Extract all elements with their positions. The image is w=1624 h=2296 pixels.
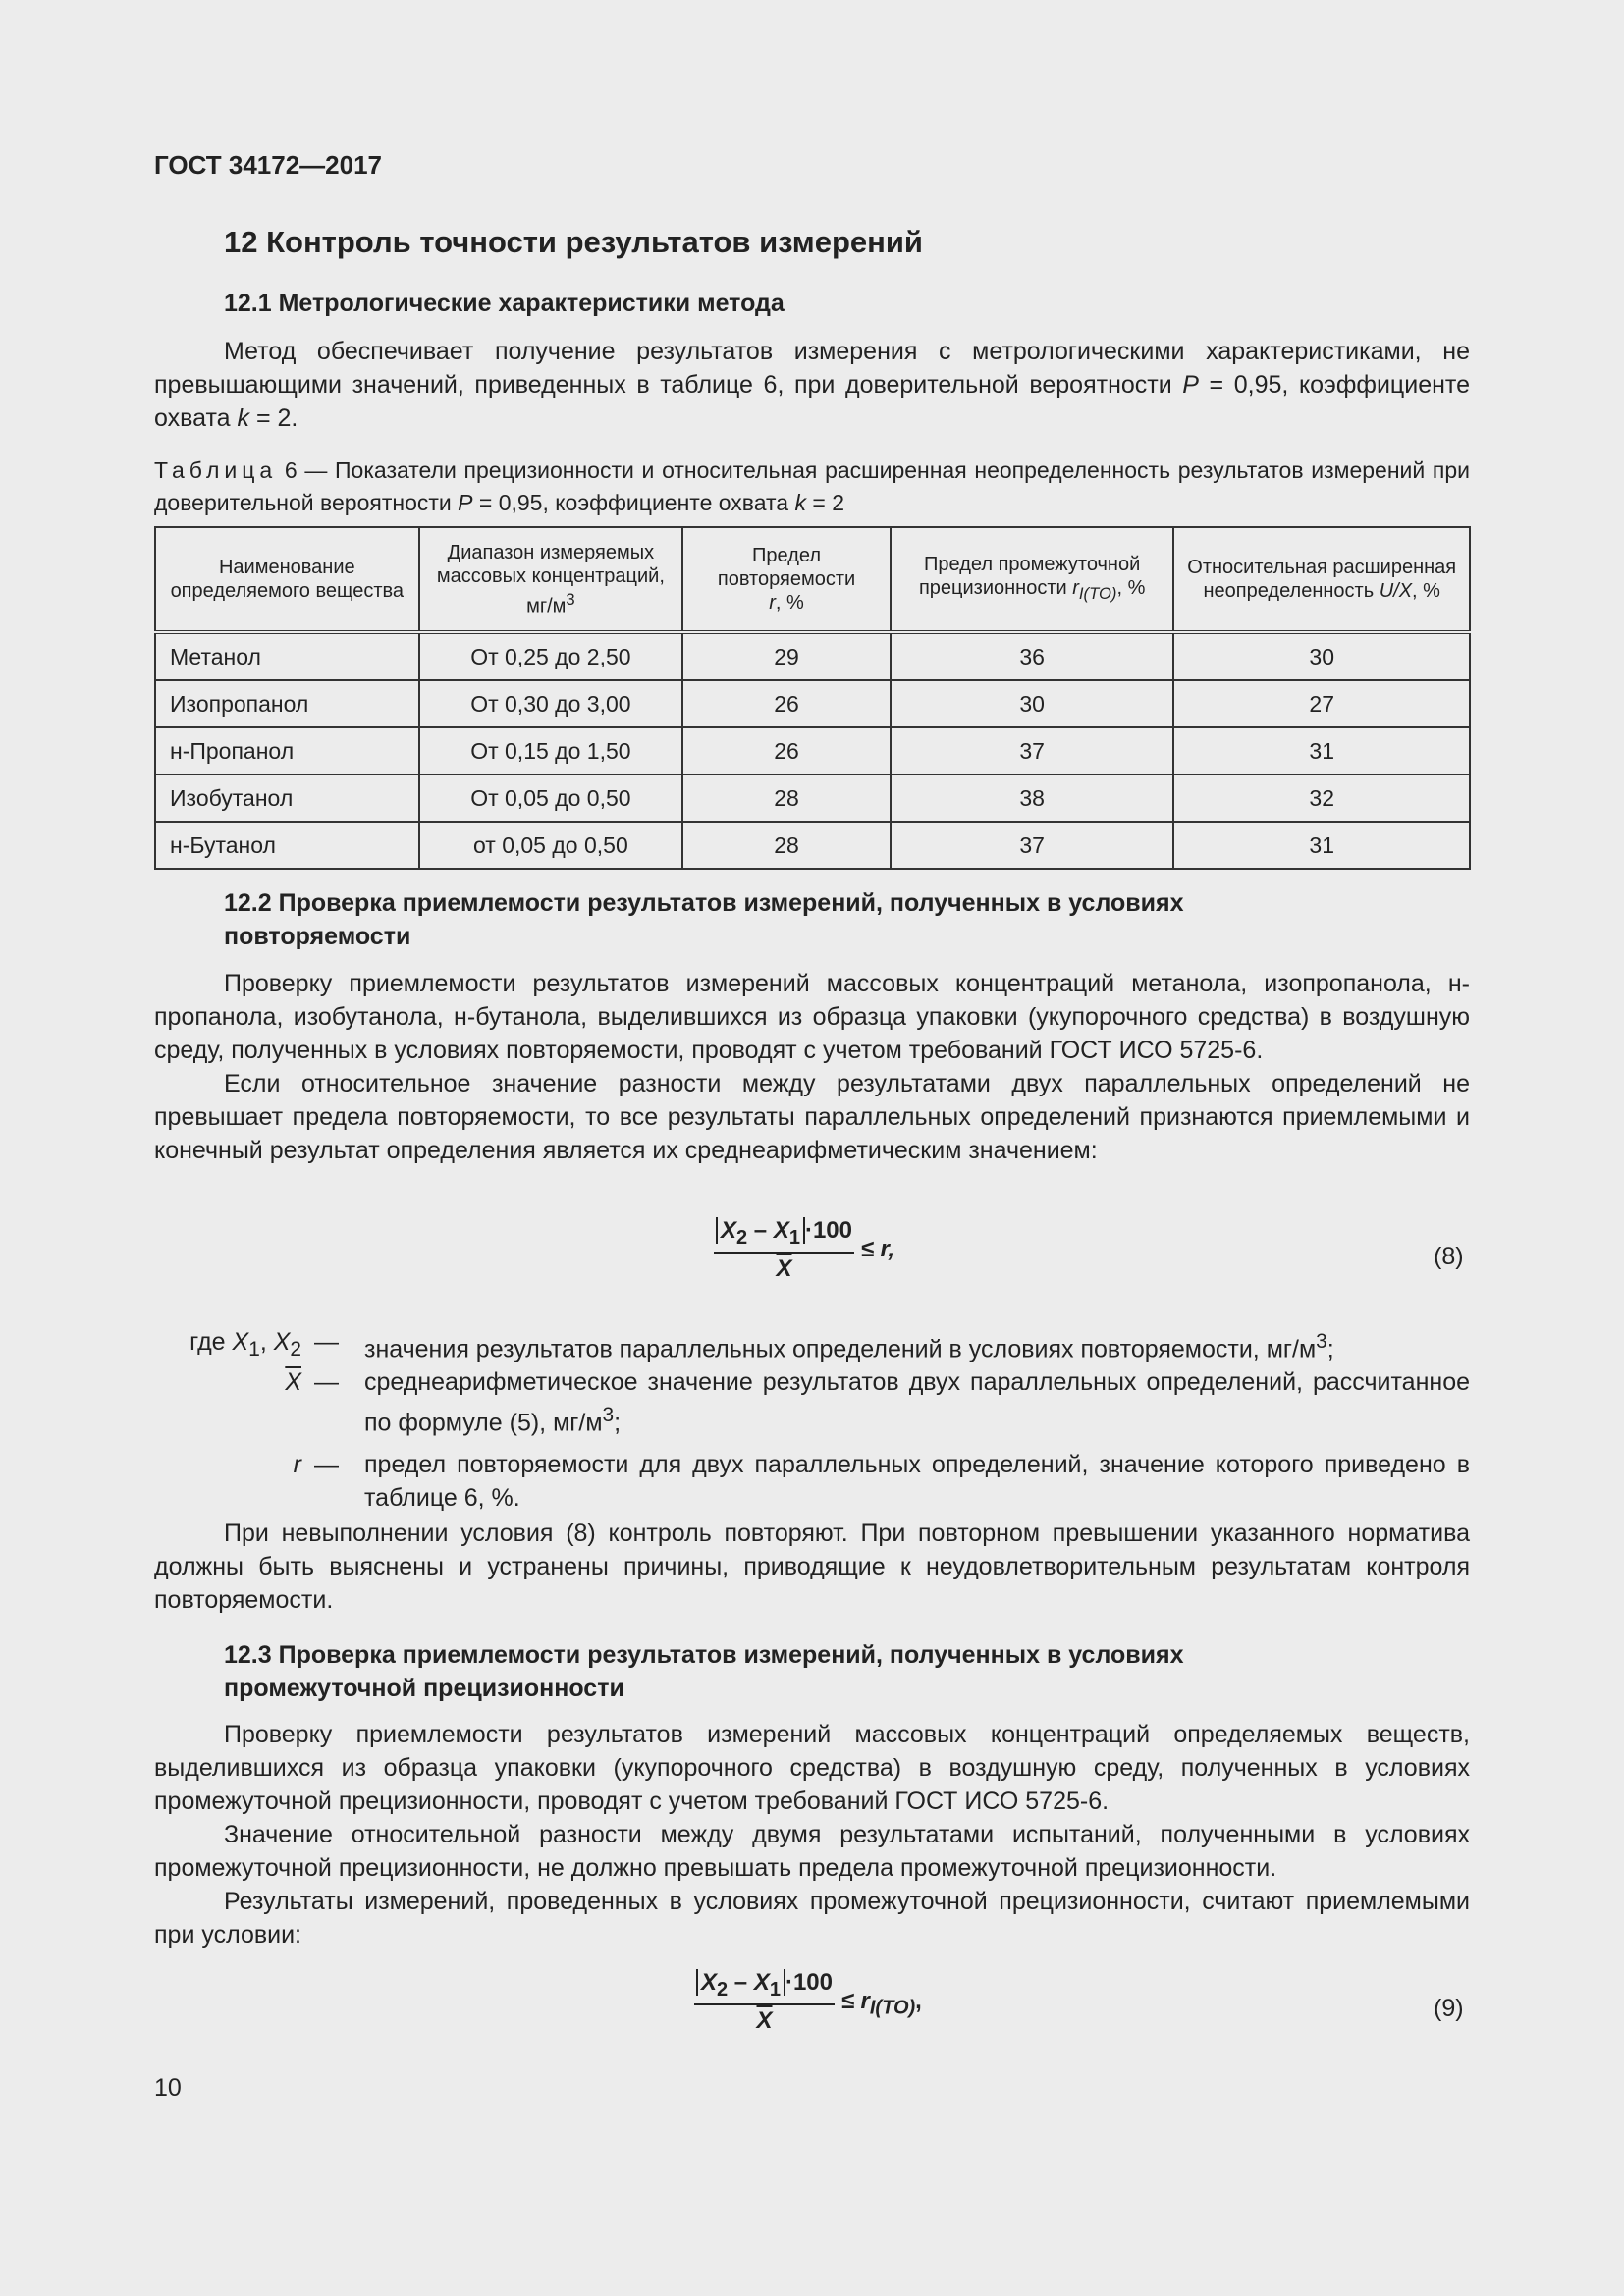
var-r: r [769,592,776,614]
text: 6 — Показатели прецизионности и относительная расширенная неопределенность результатов измерений при доверительной вероятности [154,457,1470,515]
text: Диапазон измеряемых массовых концентраций, мг/м [436,541,665,617]
cell-name: н-Пропанол [155,727,419,774]
var-p: P [458,490,473,515]
var-x2: X [721,1217,737,1244]
sub: 1 [788,1226,800,1249]
table-caption [154,454,1470,519]
sub: 2 [290,1338,301,1361]
text: значения результатов параллельных определений в условиях повторяемости, мг/м [364,1335,1317,1363]
var-ux: U/X [1379,580,1413,602]
cell-ux: 31 [1173,822,1470,869]
header-uncertainty [1173,527,1470,632]
numerator [714,1217,854,1254]
var-xbar: X [776,1255,792,1282]
times: ·100 [804,1217,853,1244]
where-row [154,1448,1470,1515]
page-number: 10 [154,2074,182,2102]
document-number: ГОСТ 34172—2017 [154,150,382,180]
text: , % [775,592,804,614]
sup: 3 [566,589,575,609]
cell-ux: 31 [1173,727,1470,774]
title-line: повторяемости [224,923,411,950]
cell-range: От 0,30 до 3,00 [419,680,683,727]
fraction [714,1217,854,1283]
comma: , [915,1987,922,2014]
table-header-row [155,527,1470,632]
where-block [154,1325,1470,1515]
cell-range: От 0,15 до 1,50 [419,727,683,774]
fraction [694,1969,835,2035]
var-k: k [794,490,806,515]
text: , % [1412,580,1440,602]
subsection-12-3-title [224,1638,1184,1705]
where-label: где [189,1328,233,1356]
header-repeatability [682,527,891,632]
sub: 1 [248,1338,260,1361]
text: Метод обеспечивает получение результатов измерения с метрологическими характеристиками, не превышающими значений, приведенных в таблице 6, при доверительной вероятности [154,338,1470,399]
sup: 3 [602,1404,615,1427]
text: = 0,95, коэффициенте охвата [154,371,1470,432]
text: предел повторяемости для двух параллельных определений, значение которого приведено в таблице 6, %. [364,1450,1470,1512]
separator: , [259,1328,274,1356]
equation-number-9: (9) [1434,1995,1464,2022]
table-row [155,822,1470,869]
sub: I(TO) [1078,584,1117,603]
rhs: ≤ r [840,1987,870,2014]
text: Относительная расширенная неопределенность [1187,557,1457,602]
subsection-12-1-title: 12.1 Метрологические характеристики метода [224,290,785,317]
subsection-12-2-title [224,886,1184,953]
table-6 [154,526,1471,870]
var-p: P [1182,371,1199,399]
cell-r: 28 [682,774,891,822]
table-row [155,632,1470,680]
where-definition [364,1365,1470,1439]
cell-rito: 38 [891,774,1174,822]
paragraph-12-1 [154,335,1470,435]
var-xbar: $\overline{X}$ [285,1368,301,1397]
text: = 2 [806,490,845,515]
text: среднеарифметическое значение результатов двух параллельных определений, рассчитанное по формуле (5), мг/м [364,1368,1470,1437]
formula-8 [714,1217,894,1283]
where-term [154,1325,301,1366]
table-row [155,727,1470,774]
cell-range: От 0,25 до 2,50 [419,632,683,680]
title-line: 12.3 Проверка приемлемости результатов измерений, полученных в условиях [224,1641,1184,1669]
caption-prefix: Таблица [154,457,278,483]
cell-r: 29 [682,632,891,680]
title-line: 12.2 Проверка приемлемости результатов измерений, полученных в условиях [224,889,1184,917]
cell-name: Изобутанол [155,774,419,822]
minus: – [747,1217,774,1244]
equation-number-8: (8) [1434,1243,1464,1270]
cell-name: Метанол [155,632,419,680]
var-r: r [293,1450,301,1478]
cell-range: от 0,05 до 0,50 [419,822,683,869]
formula-9 [694,1969,922,2035]
paragraph-12-3 [154,1718,1470,1951]
cell-rito: 36 [891,632,1174,680]
cell-ux: 32 [1173,774,1470,822]
denominator [694,2005,835,2035]
cell-ux: 30 [1173,632,1470,680]
where-row [154,1365,1470,1439]
text: = 0,95, коэффициенте охвата [472,490,795,515]
where-term [154,1365,301,1399]
sub: 2 [736,1226,748,1249]
cell-r: 28 [682,822,891,869]
text: Предел промежуточной прецизионности [918,554,1141,599]
text: , % [1116,577,1146,599]
abs-value [716,1217,805,1249]
table-row [155,680,1470,727]
sup: 3 [1316,1330,1327,1353]
sub: I(TO) [869,1997,916,2019]
paragraph: При невыполнении условия (8) контроль повторяют. При повторном превышении указанного норматива должны быть выяснены и устранены причины, приводящие к неудовлетворительным результатам контроля повторяемости. [154,1520,1470,1614]
dash: — [314,1450,339,1478]
paragraph-12-2 [154,967,1470,1167]
cell-r: 26 [682,727,891,774]
cell-r: 26 [682,680,891,727]
numerator [694,1969,835,2005]
var-x1: X [753,1969,770,1996]
paragraph: Если относительное значение разности между результатами двух параллельных определений не превышает предела повторяемости, то все результаты параллельных определений признаются приемлемыми и конечный результат определения является их среднеарифметическим значением: [154,1070,1470,1164]
sub: 1 [769,1978,781,2001]
var-xbar: X [756,2006,773,2034]
cell-range: От 0,05 до 0,50 [419,774,683,822]
cell-rito: 37 [891,727,1174,774]
section-title: 12 Контроль точности результатов измерений [224,225,923,259]
header-substance: Наименование определяемого вещества [155,527,419,632]
text: ; [1326,1335,1334,1363]
paragraph: Результаты измерений, проведенных в условиях промежуточной прецизионности, считают приемлемыми при условии: [154,1888,1470,1949]
where-definition [364,1325,1470,1365]
where-definition [364,1448,1470,1515]
dash: — [314,1328,339,1356]
text: Предел повторяемости [717,545,856,590]
minus: – [728,1969,754,1996]
paragraph-12-2-end [154,1517,1470,1617]
var-x1: X [232,1328,249,1356]
var-x1: X [773,1217,789,1244]
var-k: k [237,404,249,432]
where-row [154,1325,1470,1365]
cell-name: Изопропанол [155,680,419,727]
times: ·100 [785,1969,834,1996]
var-x2: X [273,1328,291,1356]
paragraph: Проверку приемлемости результатов измерений массовых концентраций метанола, изопропанола, н-пропанола, изобутанола, н-бутанола, выделившихся из образца упаковки (укупорочного средства) в воздушную среду, полученных в условиях повторяемости, проводят с учетом требований ГОСТ ИСО 5725-6. [154,970,1470,1064]
cell-ux: 27 [1173,680,1470,727]
sub: 2 [717,1978,729,2001]
header-intermediate-precision [891,527,1174,632]
rhs: ≤ r, [860,1235,895,1262]
var-x2: X [701,1969,718,1996]
cell-rito: 30 [891,680,1174,727]
paragraph: Значение относительной разности между двумя результатами испытаний, полученными в условиях промежуточной прецизионности, не должно превышать предела промежуточной прецизионности. [154,1821,1470,1882]
text: = 2. [249,404,298,432]
cell-rito: 37 [891,822,1174,869]
dash: — [314,1368,339,1397]
header-range [419,527,683,632]
abs-value [696,1969,785,2001]
where-term [154,1448,301,1481]
cell-name: н-Бутанол [155,822,419,869]
title-line: промежуточной прецизионности [224,1675,624,1702]
text: ; [614,1409,622,1437]
denominator [714,1254,854,1283]
var-r: r [1072,577,1079,599]
paragraph: Проверку приемлемости результатов измерений массовых концентраций определяемых веществ, выделившихся из образца упаковки (укупорочного средства) в воздушную среду, полученных в условиях промежуточной прецизионности, проводят с учетом требований ГОСТ ИСО 5725-6. [154,1721,1470,1815]
table-row [155,774,1470,822]
